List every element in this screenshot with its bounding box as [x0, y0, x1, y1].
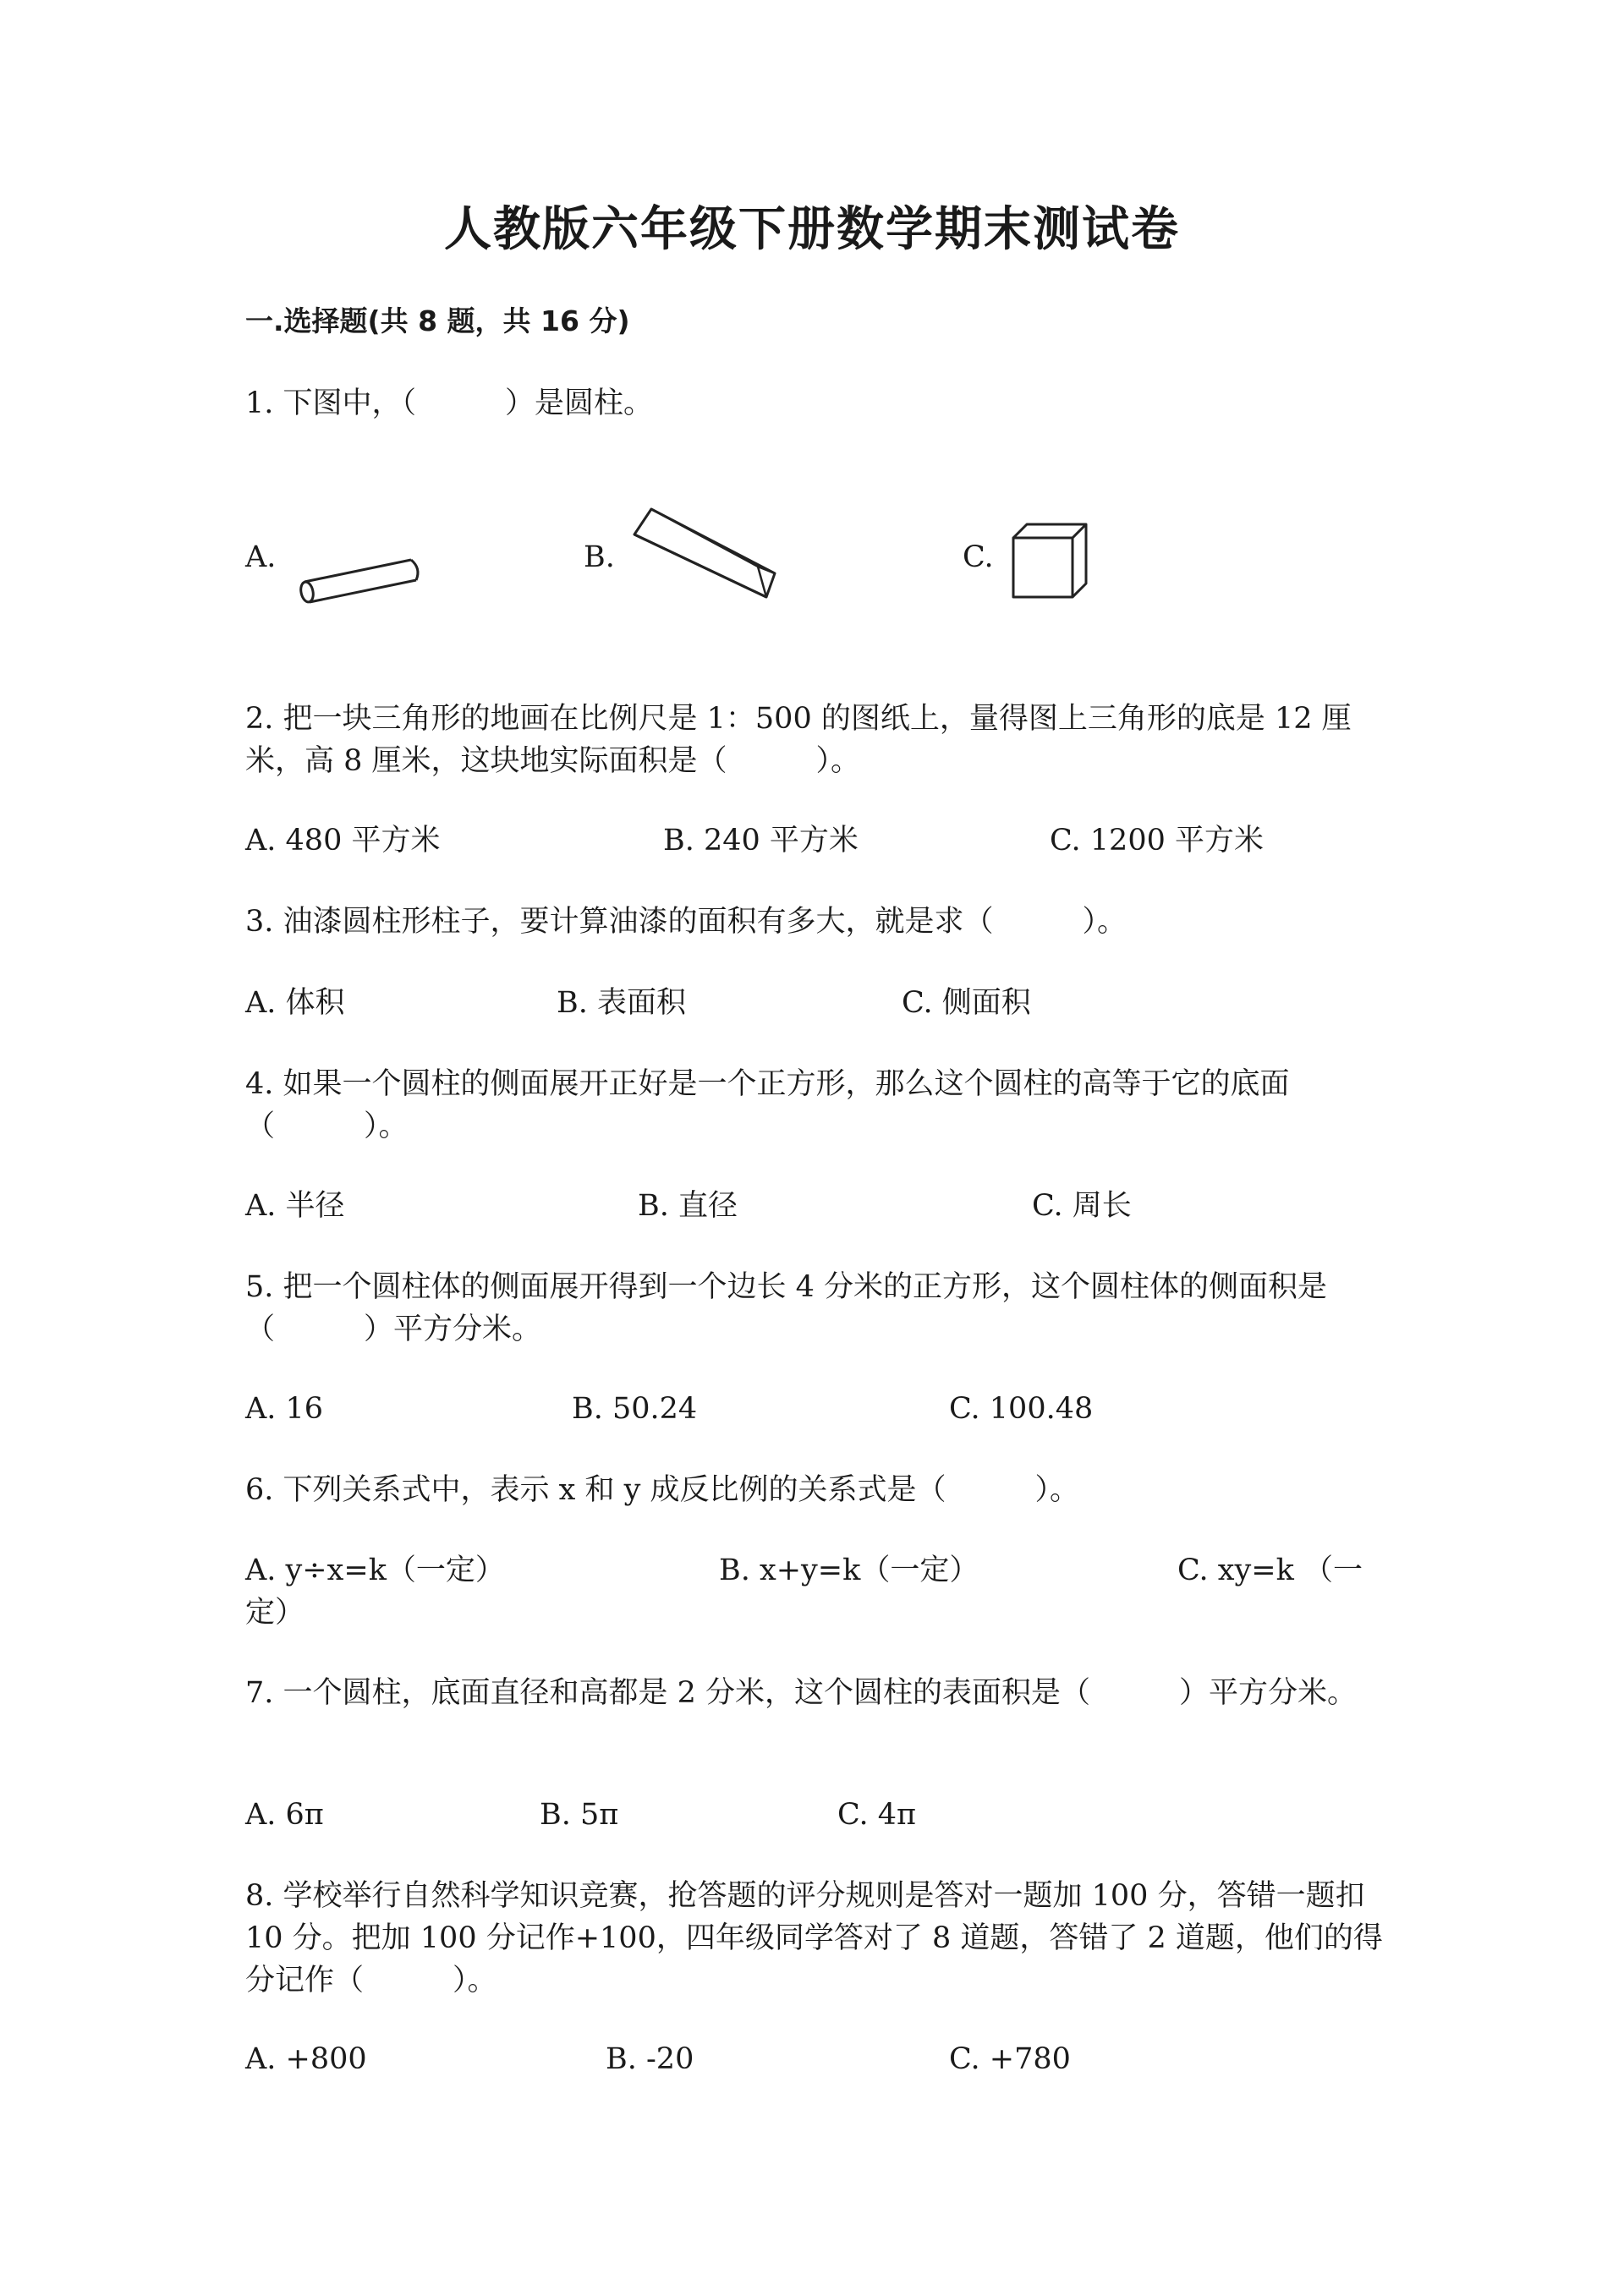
question-8-option-b[interactable]: B. -20: [606, 2042, 694, 2076]
question-3-stem: 3. 油漆圆柱形柱子，要计算油漆的面积有多大，就是求（ ）。: [245, 905, 1127, 939]
question-7-option-b[interactable]: B. 5π: [540, 1798, 619, 1832]
question-4-option-c[interactable]: C. 周长: [1032, 1189, 1132, 1223]
question-8-option-c[interactable]: C. +780: [949, 2042, 1071, 2076]
question-7-stem: 7. 一个圆柱，底面直径和高都是 2 分米，这个圆柱的表面积是（ ）平方分米。: [245, 1676, 1358, 1710]
question-2-option-b[interactable]: B. 240 平方米: [663, 824, 859, 858]
question-8-option-a[interactable]: A. +800: [245, 2042, 367, 2076]
question-5-option-c[interactable]: C. 100.48: [949, 1392, 1094, 1426]
question-5-stem: 5. 把一个圆柱体的侧面展开得到一个边长 4 分米的正方形，这个圆柱体的侧面积是（ ）平方分米。: [245, 1270, 1328, 1346]
question-6-stem: 6. 下列关系式中，表示 x 和 y 成反比例的关系式是（ ）。: [245, 1473, 1080, 1507]
question-6-option-c-wrap: [245, 1549, 1387, 1634]
section-heading: 一.选择题(共 8 题，共 16 分): [245, 304, 630, 337]
question-4-stem: 4. 如果一个圆柱的侧面展开正好是一个正方形，那么这个圆柱的高等于它的底面（ ）。: [245, 1067, 1290, 1143]
question-3-option-c[interactable]: C. 侧面积: [902, 986, 1031, 1020]
question-7-option-a[interactable]: A. 6π: [245, 1798, 324, 1832]
question-4-option-b[interactable]: B. 直径: [638, 1189, 738, 1223]
question-6-option-a[interactable]: A. y÷x=k（一定）: [245, 1553, 505, 1587]
question-2-option-c[interactable]: C. 1200 平方米: [1050, 824, 1264, 858]
cylinder-rod-figure: [293, 548, 428, 607]
question-7-option-c[interactable]: C. 4π: [837, 1798, 917, 1832]
question-2-option-a[interactable]: A. 480 平方米: [245, 824, 441, 858]
question-4-option-a[interactable]: A. 半径: [245, 1189, 345, 1223]
cube-figure: [1008, 521, 1089, 602]
question-1-stem: 1. 下图中，（ ）是圆柱。: [245, 386, 654, 420]
question-1-option-c[interactable]: C.: [963, 540, 994, 574]
question-3-option-b[interactable]: B. 表面积: [557, 986, 686, 1020]
question-6-option-c[interactable]: C. xy=k （一定）: [245, 1553, 1363, 1630]
question-5-option-a[interactable]: A. 16: [245, 1392, 324, 1426]
question-8-stem: 8. 学校举行自然科学知识竞赛，抢答题的评分规则是答对一题加 100 分，答错一题扣 10 分。把加 100 分记作+100，四年级同学答对了 8 道题，答错了 2 道题，他们的得分记作（ ）。: [245, 1879, 1383, 1997]
question-2-stem: 2. 把一块三角形的地画在比例尺是 1：500 的图纸上，量得图上三角形的底是 12 厘米，高 8 厘米，这块地实际面积是（ ）。: [245, 702, 1352, 778]
question-6-option-b[interactable]: B. x+y=k（一定）: [719, 1553, 979, 1587]
question-5-option-b[interactable]: B. 50.24: [572, 1392, 698, 1426]
question-3-option-a[interactable]: A. 体积: [245, 986, 345, 1020]
triangular-prism-figure: [623, 506, 783, 616]
page-title: 人教版六年级下册数学期末测试卷: [444, 202, 1180, 257]
question-1-option-b[interactable]: B.: [584, 540, 615, 574]
question-1-option-a[interactable]: A.: [245, 540, 277, 574]
